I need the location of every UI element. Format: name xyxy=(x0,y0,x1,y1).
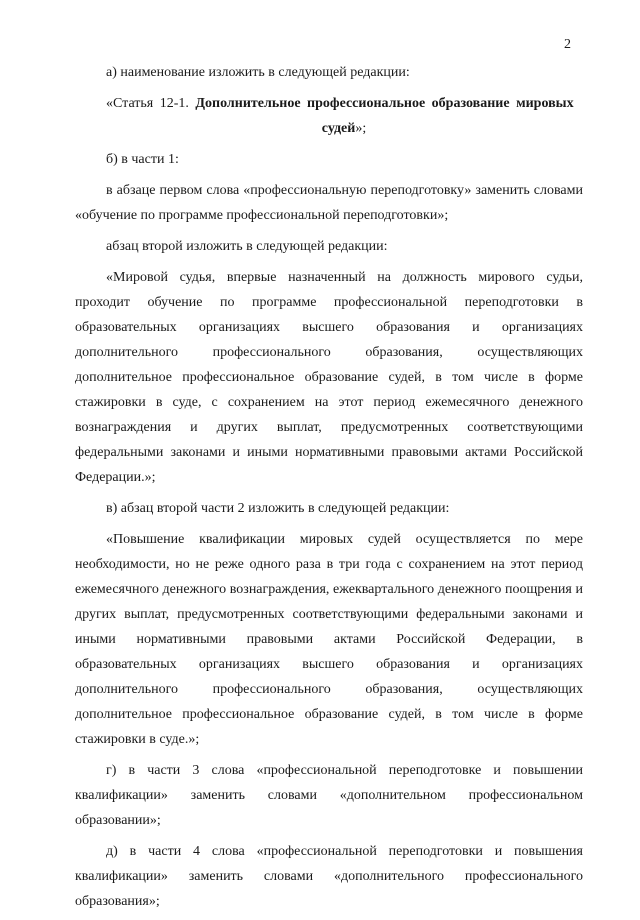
article-heading-line-2 xyxy=(75,116,583,141)
paragraph-a: а) наименование изложить в следующей редакции: xyxy=(106,65,410,80)
paragraph-b3: «Мировой судья, впервые назначенный на должность мирового судьи, проходит обучение по программе профессиональной переподготовки в образовательных организациях высшего образования и организациях дополнительного профессионального образования, осуществляющих дополнительное профессиональное образование судей, в том числе в форме стажировки в суде, с сохранением на этот период ежемесячного денежного вознаграждения и других выплат, предусмотренных соответствующими федеральными законами и иными нормативными правовыми актами Российской Федерации.»; xyxy=(75,270,583,485)
article-suffix: »; xyxy=(355,121,367,136)
paragraph-v1: «Повышение квалификации мировых судей осуществляется по мере необходимости, но не реже одного раза в три года с сохранением на этот период ежемесячного денежного вознаграждения, ежеквартального денежного поощрения и других выплат, предусмотренных соответствующими федеральными законами и иными нормативными правовыми актами Российской Федерации, в образовательных организациях высшего образования и организациях дополнительного профессионального образования, осуществляющих дополнительное профессиональное образование судей, в том числе в форме стажировки в суде.»; xyxy=(75,532,583,747)
article-heading xyxy=(75,91,583,116)
paragraph-g: г) в части 3 слова «профессиональной переподготовке и повышении квалификации» заменить словами «дополнительном профессиональном образовании»; xyxy=(75,763,583,828)
paragraph-b: б) в части 1: xyxy=(106,152,179,167)
article-prefix: «Статья 12-1. xyxy=(106,96,189,111)
article-title-line-2: судей xyxy=(321,121,356,136)
document-body xyxy=(75,60,583,920)
paragraph-b1: в абзаце первом слова «профессиональную переподготовку» заменить словами «обучение по программе профессиональной переподготовки»; xyxy=(75,183,583,223)
page-number: 2 xyxy=(564,37,571,52)
paragraph-v: в) абзац второй части 2 изложить в следующей редакции: xyxy=(106,501,450,516)
paragraph-d: д) в части 4 слова «профессиональной переподготовки и повышения квалификации» заменить словами «дополнительного профессионального образования»; xyxy=(75,844,583,909)
paragraph-b2: абзац второй изложить в следующей редакции: xyxy=(106,239,388,254)
article-title-line-1: Дополнительное профессиональное образование мировых xyxy=(195,96,574,111)
